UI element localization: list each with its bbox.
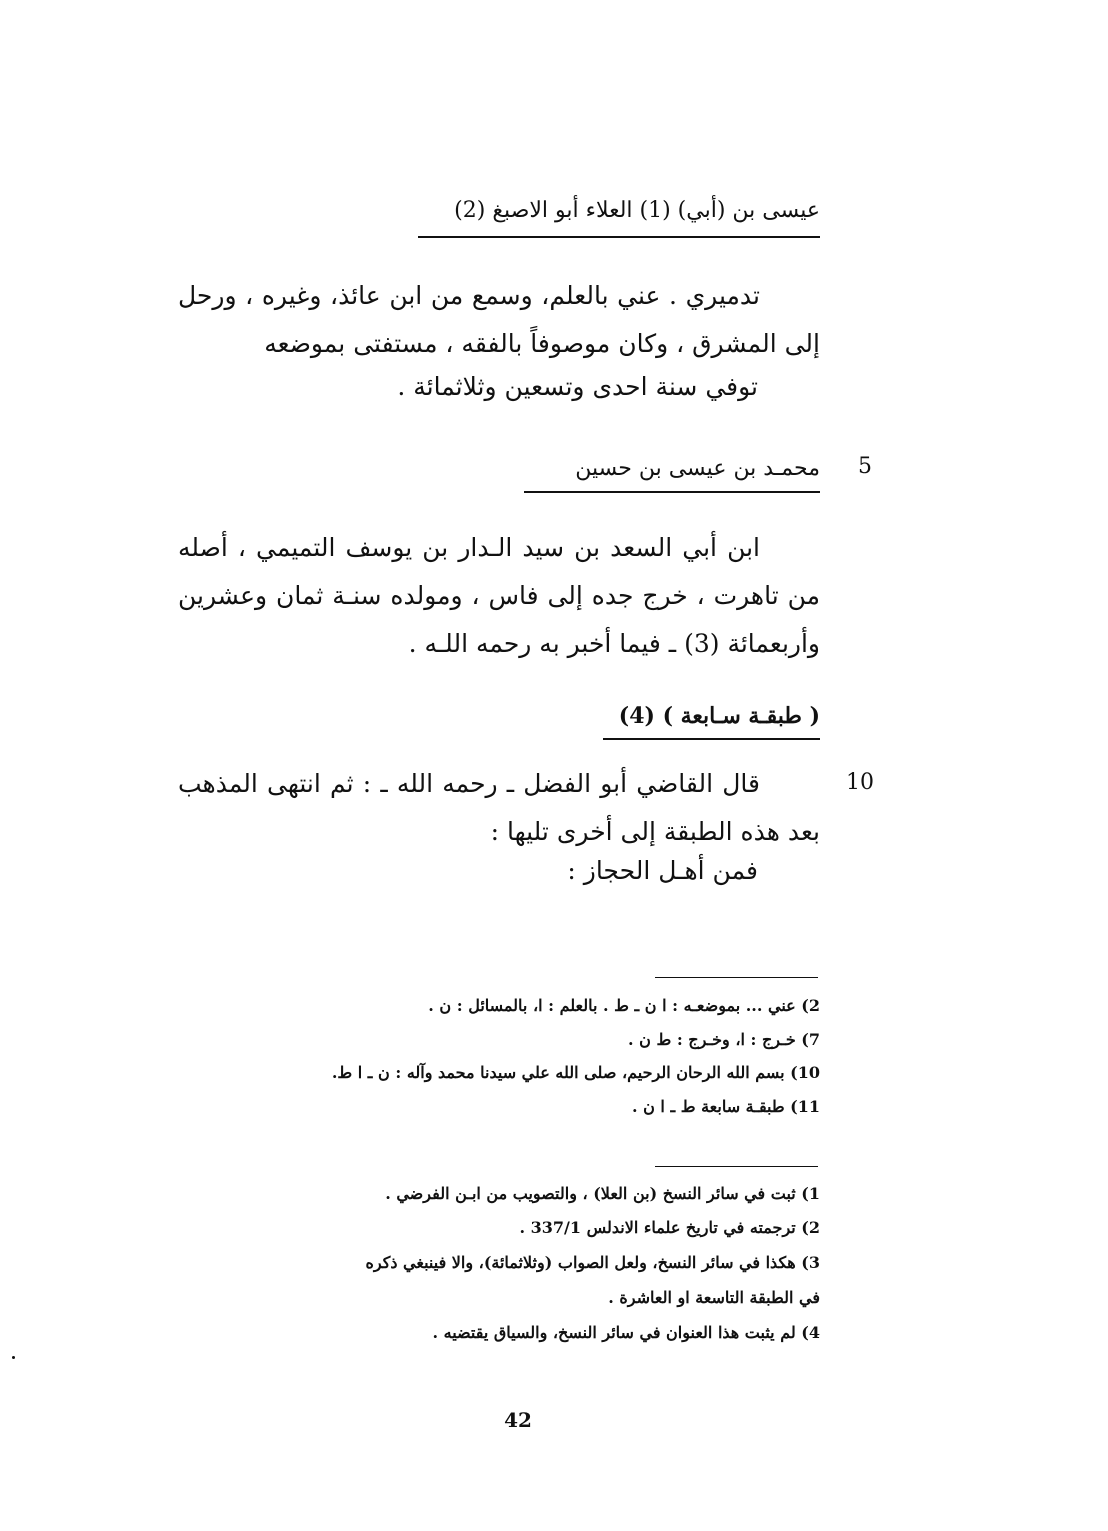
scan-speck	[12, 1356, 15, 1359]
entry-body-last-1: توفي سنة احدى وتسعين وثلاثمائة .	[397, 372, 758, 401]
notes-rule	[655, 1166, 818, 1167]
heading-underline-1	[418, 236, 820, 238]
line-number-10: 10	[846, 770, 874, 795]
page-number: 42	[504, 1408, 532, 1432]
body-line: تدميري . عني بالعلم، وسمع من ابن عائذ، وغيره ، ورحل	[178, 281, 760, 310]
entry-heading-1: عيسى بن (أبي) (1) العلاء أبو الاصبغ (2)	[454, 198, 820, 223]
body-line: بعد هذه الطبقة إلى أخرى تليها :	[490, 817, 820, 846]
variants-rule	[655, 977, 818, 978]
body-line: وأربعمائة (3) ـ فيما أخبر به رحمه اللـه .	[408, 629, 820, 658]
footnote: 1) ثبت في سائر النسخ (بن العلا) ، والتصويب من ابـن الفرضي .	[385, 1184, 820, 1203]
heading-underline-3	[603, 738, 820, 740]
line-number-5: 5	[858, 454, 872, 479]
footnote: 2) ترجمته في تاريخ علماء الاندلس 337/1 .	[519, 1218, 820, 1237]
entry-body-3	[178, 760, 820, 856]
footnote: 4) لم يثبت هذا العنوان في سائر النسخ، والسياق يقتضيه .	[432, 1323, 820, 1342]
entry-body-2	[178, 524, 820, 668]
entry-heading-2: محمـد بن عيسى بن حسين	[575, 456, 820, 481]
variant-note: 2) عني ... بموضعـه : ا ن ـ ط . بالعلم : ا، بالمسائل : ن .	[428, 996, 820, 1015]
body-line: إلى المشرق ، وكان موصوفاً بالفقه ، مستفتى بموضعه	[264, 329, 820, 358]
entry-body-last-3: فمن أهـل الحجاز :	[567, 856, 758, 885]
heading-underline-2	[524, 491, 820, 493]
section-heading-seventh-class: ( طبقـة سـابعة ) (4)	[618, 703, 820, 729]
body-line: ابن أبي السعد بن سيد الـدار بن يوسف التميمي ، أصله	[178, 533, 760, 562]
footnote: في الطبقة التاسعة او العاشرة .	[608, 1288, 820, 1307]
variant-note: 10) بسم الله الرحان الرحيم، صلى الله علي سيدنا محمد وآله : ن ـ ا ط.	[331, 1063, 820, 1082]
body-line: قال القاضي أبو الفضل ـ رحمه الله ـ : ثم انتهى المذهب	[178, 769, 760, 798]
variant-note: 7) خـرج : ا، وخـرج : ط ن .	[627, 1030, 820, 1049]
footnote: 3) هكذا في سائر النسخ، ولعل الصواب (وثلاثمائة)، والا فينبغي ذكره	[365, 1253, 820, 1272]
variant-note: 11) طبقـة سابعة ط ـ ا ن .	[631, 1097, 820, 1116]
body-line: من تاهرت ، خرج جده إلى فاس ، ومولده سنـة ثمان وعشرين	[178, 581, 820, 610]
entry-body-1	[178, 272, 820, 368]
